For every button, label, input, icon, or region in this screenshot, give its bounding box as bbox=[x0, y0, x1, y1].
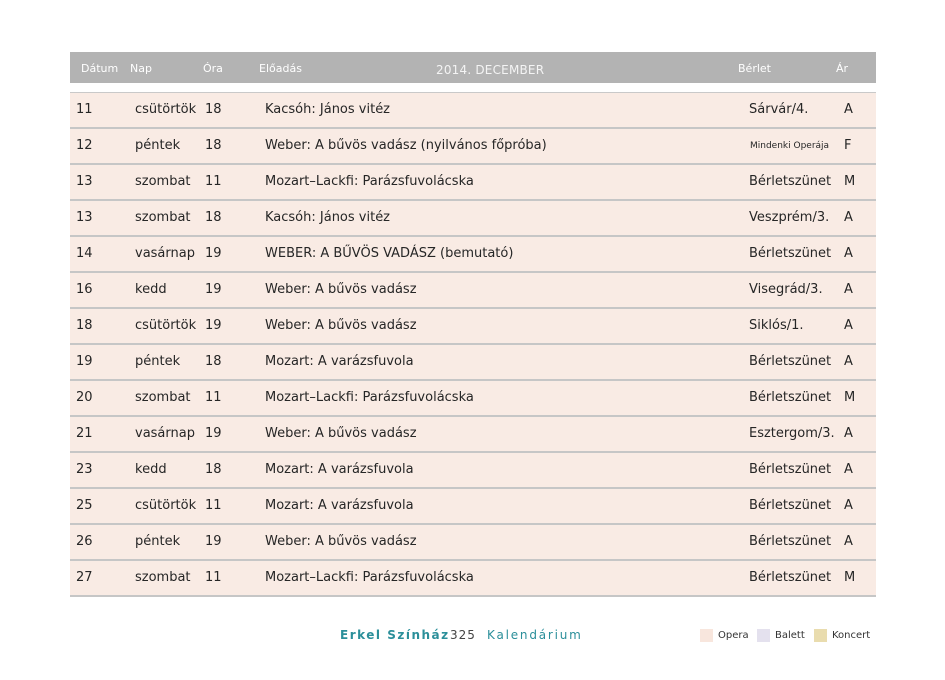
time-cell: 19 bbox=[205, 426, 222, 441]
table-row bbox=[70, 345, 876, 381]
section-name: Kalendárium bbox=[487, 628, 583, 642]
date-cell: 12 bbox=[76, 138, 93, 153]
date-cell: 26 bbox=[76, 534, 93, 549]
table-header bbox=[70, 52, 876, 83]
subscription-cell: Veszprém/3. bbox=[749, 210, 830, 225]
month-title: 2014. DECEMBER bbox=[436, 63, 545, 77]
day-cell: péntek bbox=[135, 354, 181, 369]
table-row bbox=[70, 381, 876, 417]
date-cell: 27 bbox=[76, 570, 93, 585]
time-cell: 18 bbox=[205, 462, 222, 477]
legend-koncert-label: Koncert bbox=[832, 630, 871, 641]
legend-opera-swatch bbox=[700, 629, 713, 642]
header-day: Nap bbox=[130, 62, 152, 75]
day-cell: szombat bbox=[135, 174, 191, 189]
time-cell: 11 bbox=[205, 498, 222, 513]
performance-cell: Mozart: A varázsfuvola bbox=[265, 498, 414, 513]
day-cell: csütörtök bbox=[135, 498, 197, 513]
date-cell: 23 bbox=[76, 462, 93, 477]
legend-balett bbox=[757, 629, 805, 642]
theatre-name: Erkel Színház bbox=[340, 628, 450, 642]
time-cell: 11 bbox=[205, 390, 222, 405]
table-row bbox=[70, 129, 876, 165]
date-cell: 20 bbox=[76, 390, 93, 405]
table-row bbox=[70, 237, 876, 273]
time-cell: 18 bbox=[205, 102, 222, 117]
table-row bbox=[70, 561, 876, 597]
price-cell: A bbox=[844, 282, 853, 297]
day-cell: szombat bbox=[135, 390, 191, 405]
legend-balett-label: Balett bbox=[775, 630, 805, 641]
time-cell: 18 bbox=[205, 138, 222, 153]
performance-cell: Mozart: A varázsfuvola bbox=[265, 354, 414, 369]
header-performance: Előadás bbox=[259, 62, 302, 75]
header-time: Óra bbox=[203, 62, 223, 75]
subscription-cell: Sárvár/4. bbox=[749, 102, 809, 117]
subscription-cell: Bérletszünet bbox=[749, 570, 832, 585]
table-row bbox=[70, 417, 876, 453]
calendar-table bbox=[70, 52, 876, 597]
performance-cell: Mozart–Lackfi: Parázsfuvolácska bbox=[265, 570, 474, 585]
performance-cell: Mozart–Lackfi: Parázsfuvolácska bbox=[265, 390, 474, 405]
subscription-cell: Bérletszünet bbox=[749, 390, 832, 405]
subscription-cell: Siklós/1. bbox=[749, 318, 804, 333]
performance-cell: Weber: A bűvös vadász bbox=[265, 318, 417, 333]
day-cell: kedd bbox=[135, 282, 167, 297]
time-cell: 18 bbox=[205, 210, 222, 225]
page-number: 325 bbox=[450, 628, 476, 642]
table-row bbox=[70, 273, 876, 309]
date-cell: 21 bbox=[76, 426, 93, 441]
table-row bbox=[70, 309, 876, 345]
table-row bbox=[70, 489, 876, 525]
legend-opera-label: Opera bbox=[718, 630, 749, 641]
date-cell: 13 bbox=[76, 174, 93, 189]
price-cell: M bbox=[844, 390, 856, 405]
date-cell: 14 bbox=[76, 246, 93, 261]
performance-cell: Weber: A bűvös vadász bbox=[265, 282, 417, 297]
date-cell: 13 bbox=[76, 210, 93, 225]
day-cell: péntek bbox=[135, 138, 181, 153]
price-cell: A bbox=[844, 462, 853, 477]
day-cell: csütörtök bbox=[135, 318, 197, 333]
day-cell: vasárnap bbox=[135, 426, 195, 441]
date-cell: 19 bbox=[76, 354, 93, 369]
subscription-cell: Mindenki Operája bbox=[750, 141, 830, 151]
performance-cell: Mozart: A varázsfuvola bbox=[265, 462, 414, 477]
price-cell: A bbox=[844, 246, 853, 261]
table-row bbox=[70, 201, 876, 237]
date-cell: 25 bbox=[76, 498, 93, 513]
header-subscription: Bérlet bbox=[738, 62, 771, 75]
date-cell: 18 bbox=[76, 318, 93, 333]
day-cell: vasárnap bbox=[135, 246, 195, 261]
performance-cell: Kacsóh: János vitéz bbox=[265, 102, 391, 117]
performance-cell: Weber: A bűvös vadász bbox=[265, 426, 417, 441]
page-footer bbox=[0, 628, 945, 648]
time-cell: 19 bbox=[205, 534, 222, 549]
header-price: Ár bbox=[836, 62, 849, 75]
table-body bbox=[70, 92, 876, 597]
time-cell: 11 bbox=[205, 174, 222, 189]
price-cell: A bbox=[844, 534, 853, 549]
legend-koncert bbox=[814, 629, 870, 642]
time-cell: 11 bbox=[205, 570, 222, 585]
day-cell: péntek bbox=[135, 534, 181, 549]
subscription-cell: Visegrád/3. bbox=[749, 282, 823, 297]
price-cell: A bbox=[844, 210, 853, 225]
legend-opera bbox=[700, 629, 749, 642]
performance-cell: Mozart–Lackfi: Parázsfuvolácska bbox=[265, 174, 474, 189]
date-cell: 16 bbox=[76, 282, 93, 297]
subscription-cell: Bérletszünet bbox=[749, 354, 832, 369]
subscription-cell: Bérletszünet bbox=[749, 534, 832, 549]
table-row bbox=[70, 93, 876, 129]
price-cell: M bbox=[844, 570, 856, 585]
legend-koncert-swatch bbox=[814, 629, 827, 642]
price-cell: M bbox=[844, 174, 856, 189]
performance-cell: Kacsóh: János vitéz bbox=[265, 210, 391, 225]
subscription-cell: Esztergom/3. bbox=[749, 426, 835, 441]
price-cell: A bbox=[844, 426, 853, 441]
subscription-cell: Bérletszünet bbox=[749, 246, 832, 261]
price-cell: F bbox=[844, 138, 852, 153]
table-row bbox=[70, 165, 876, 201]
subscription-cell: Bérletszünet bbox=[749, 174, 832, 189]
performance-cell: WEBER: A BŰVÖS VADÁSZ (bemutató) bbox=[265, 246, 514, 261]
price-cell: A bbox=[844, 498, 853, 513]
legend-balett-swatch bbox=[757, 629, 770, 642]
day-cell: kedd bbox=[135, 462, 167, 477]
performance-cell: Weber: A bűvös vadász bbox=[265, 534, 417, 549]
performance-cell: Weber: A bűvös vadász (nyilvános főpróba) bbox=[265, 138, 547, 153]
day-cell: csütörtök bbox=[135, 102, 197, 117]
time-cell: 19 bbox=[205, 282, 222, 297]
table-row bbox=[70, 525, 876, 561]
subscription-cell: Bérletszünet bbox=[749, 462, 832, 477]
price-cell: A bbox=[844, 318, 853, 333]
subscription-cell: Bérletszünet bbox=[749, 498, 832, 513]
time-cell: 19 bbox=[205, 318, 222, 333]
time-cell: 18 bbox=[205, 354, 222, 369]
table-row bbox=[70, 453, 876, 489]
time-cell: 19 bbox=[205, 246, 222, 261]
date-cell: 11 bbox=[76, 102, 93, 117]
day-cell: szombat bbox=[135, 570, 191, 585]
header-date: Dátum bbox=[81, 62, 119, 75]
day-cell: szombat bbox=[135, 210, 191, 225]
price-cell: A bbox=[844, 102, 853, 117]
price-cell: A bbox=[844, 354, 853, 369]
